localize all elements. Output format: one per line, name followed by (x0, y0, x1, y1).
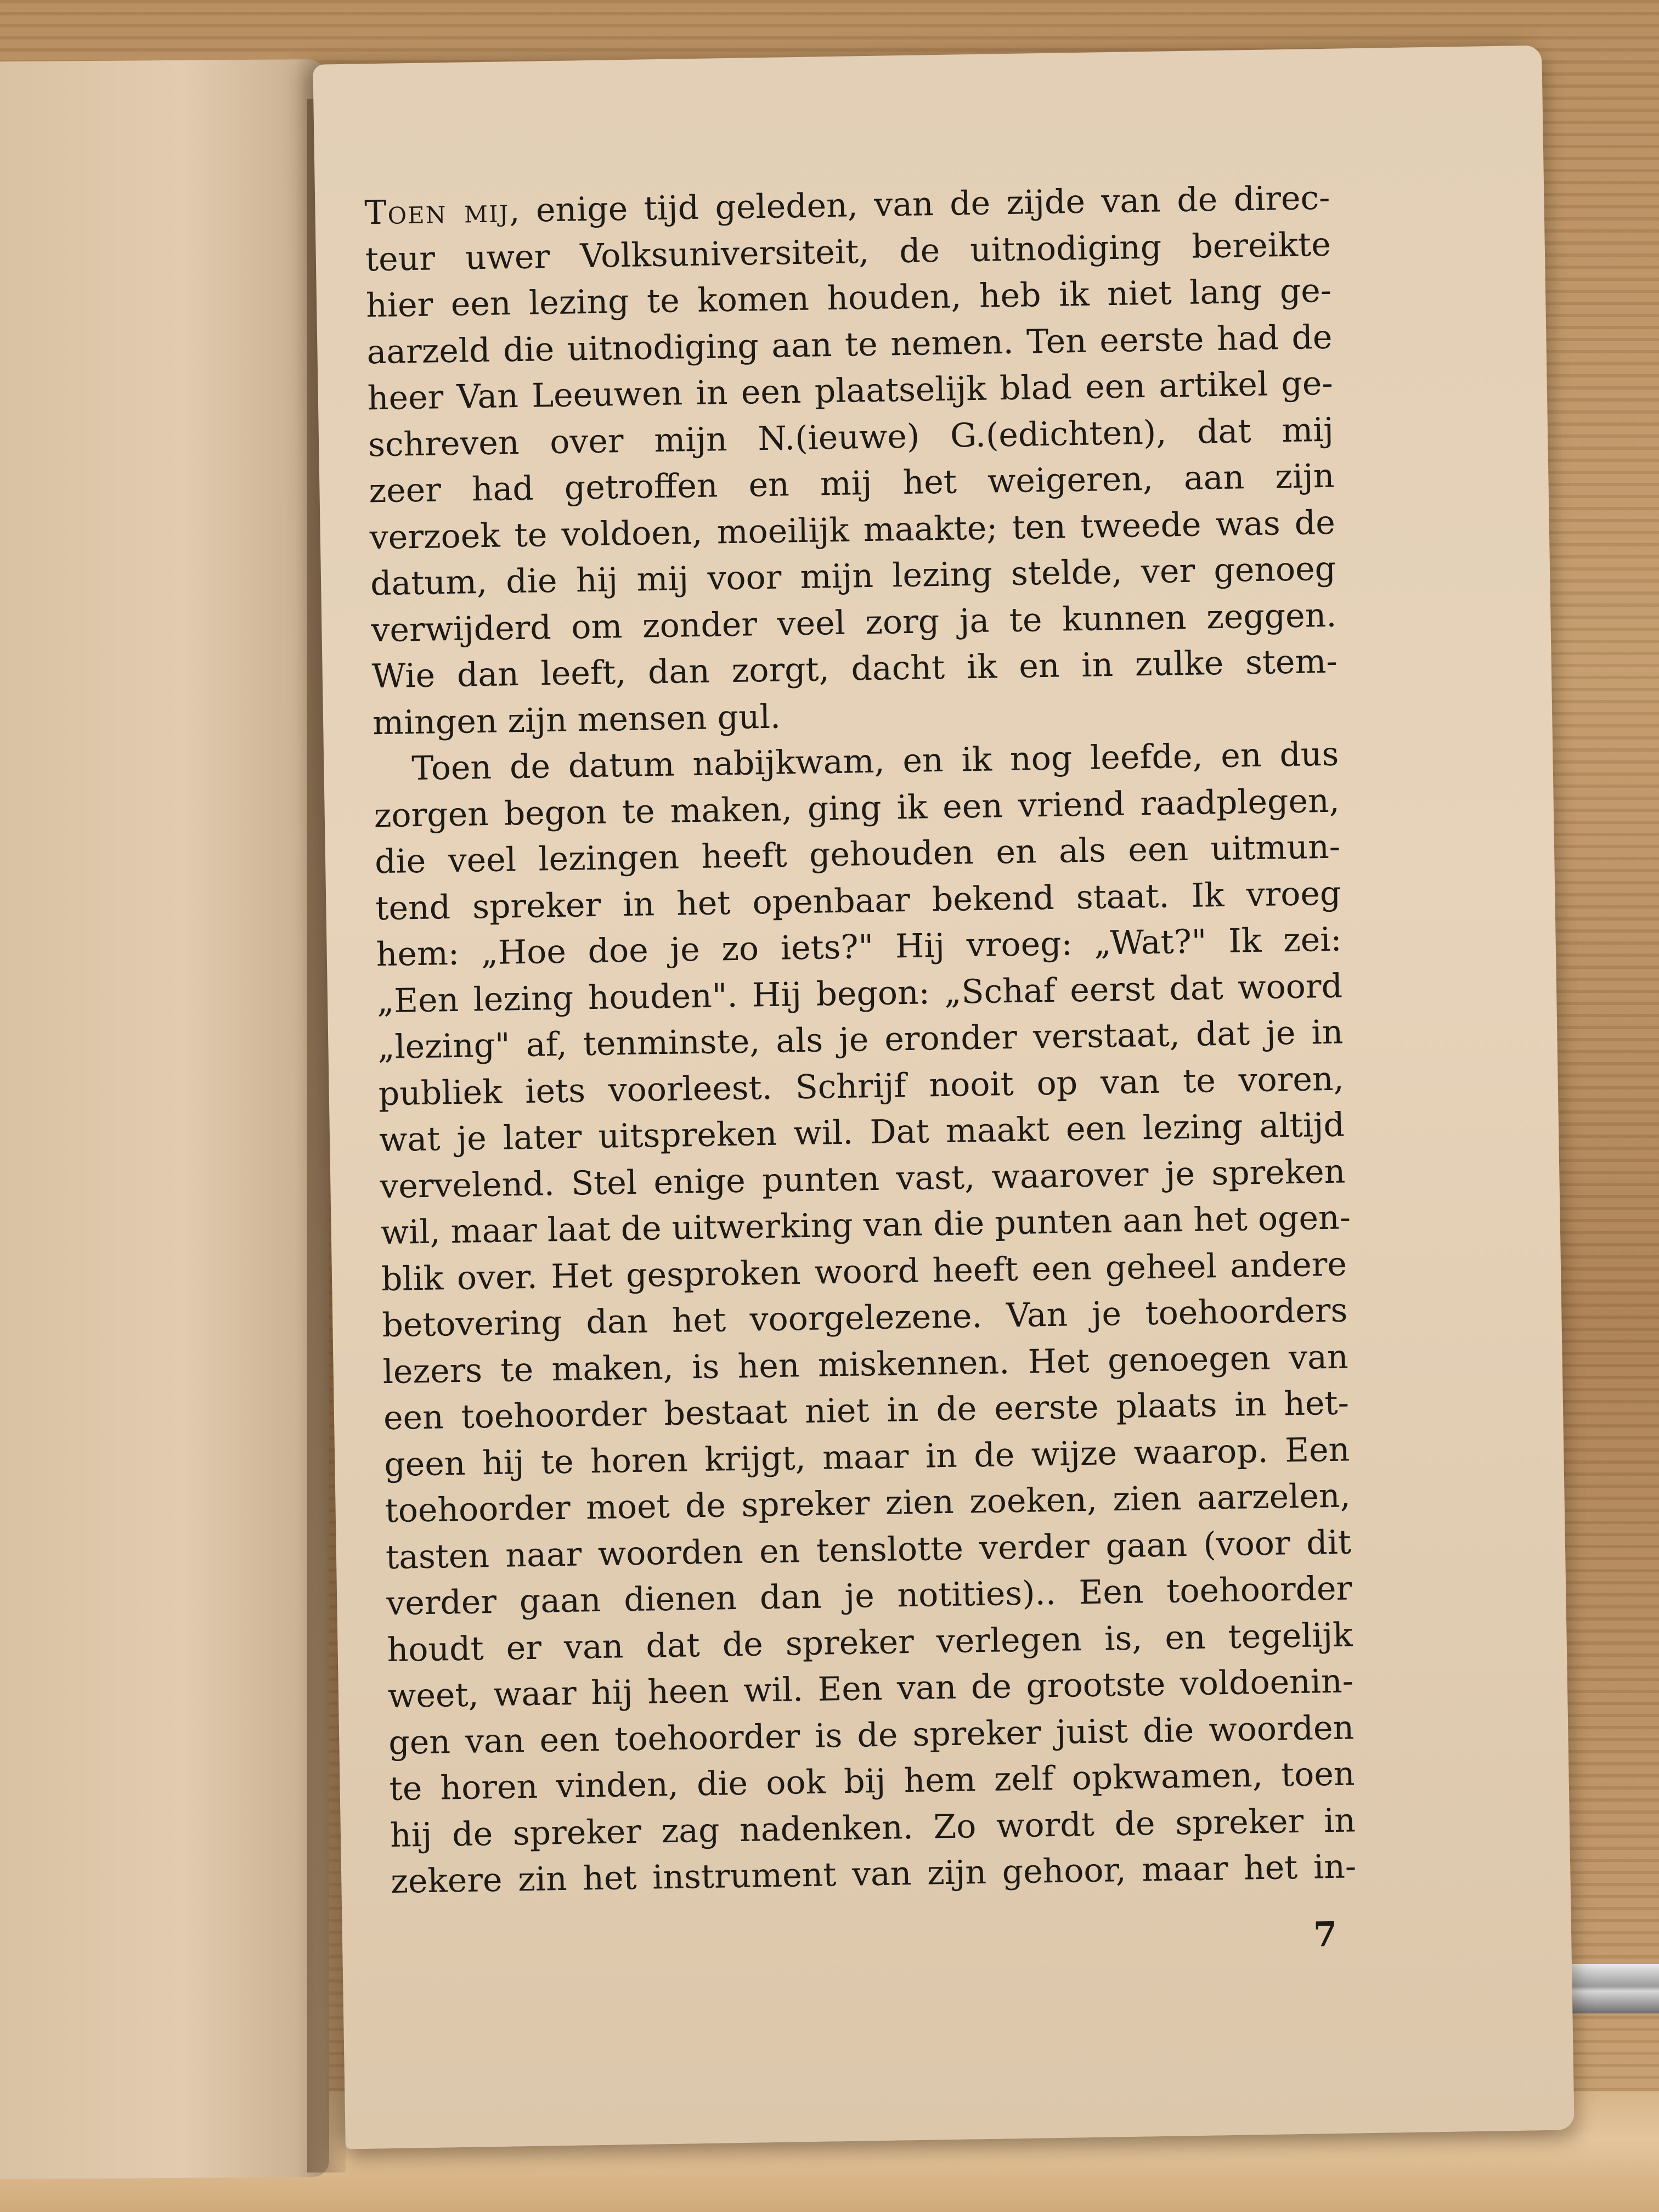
text-line-35: te horen vinden, die ook bij hem zelf opkwamen, toen (389, 1754, 1356, 1809)
text-line-18: „Een lezing houden". Hij begon: „Schaf eerst dat woord (376, 967, 1343, 1020)
text-line-19: „lezing" af, tenminste, als je eronder verstaat, dat je in (377, 1013, 1344, 1067)
text-line-3: hier een lezing te komen houden, heb ik niet lang ge- (365, 271, 1332, 325)
text-line-5: heer Van Leeuwen in een plaatselijk blad een artikel ge- (367, 364, 1334, 418)
text-line-4: aarzeld die uitnodiging aan te nemen. Ten eerste had de (366, 318, 1333, 371)
text-line-24: blik over. Het gesproken woord heeft een geheel andere (381, 1244, 1347, 1299)
text-line-22: vervelend. Stel enige punten vast, waarover je spreken (379, 1152, 1346, 1206)
text-line-37: zekere zin het instrument van zijn gehoor, maar het in- (390, 1847, 1357, 1901)
text-line-26: lezers te maken, is hen miskennen. Het genoegen van (382, 1337, 1349, 1391)
text-line-16: tend spreker in het openbaar bekend staat. Ik vroeg (375, 874, 1341, 928)
text-line-30: tasten naar woorden en tenslotte verder gaan (voor dit (385, 1522, 1352, 1577)
text-line-36: hij de spreker zag nadenken. Zo wordt de spreker in (390, 1801, 1356, 1855)
text-line-25: betovering dan het voorgelezene. Van je toehoorders (381, 1291, 1348, 1345)
page-number: 7 (1313, 1914, 1338, 1955)
text-line-34: gen van een toehoorder is de spreker juist die woorden (388, 1708, 1355, 1762)
text-line-20: publiek iets voorleest. Schrijf nooit op van te voren, (378, 1059, 1345, 1113)
text-line-28: geen hij te horen krijgt, maar in de wijze waarop. Een (383, 1430, 1350, 1484)
text-line-33: weet, waar hij heen wil. Een van de grootste voldoenin- (387, 1662, 1354, 1716)
text-line-11: Wie dan leeft, dan zorgt, dacht ik en in zulke stem- (371, 642, 1338, 696)
text-line-14: zorgen begon te maken, ging ik een vriend raadplegen, (374, 781, 1340, 835)
text-line-2: teur uwer Volksuniversiteit, de uitnodiging bereikte (365, 225, 1331, 279)
left-page (0, 59, 329, 2179)
text-line-27: een toehoorder bestaat niet in de eerste plaats in het- (383, 1384, 1350, 1438)
text-line-10: verwijderd om zonder veel zorg ja te kunnen zeggen. (370, 596, 1337, 650)
opening-smallcaps: Toen mij (364, 191, 510, 233)
text-line-1-rest: , enige tijd geleden, van de zijde van de direc- (509, 178, 1330, 230)
text-line-23: wil, maar laat de uitwerking van die punten aan het ogen- (380, 1198, 1351, 1252)
text-line-6: schreven over mijn N.(ieuwe) G.(edichten), dat mij (368, 410, 1334, 464)
right-page (313, 46, 1574, 2149)
text-line-17: hem: „Hoe doe je zo iets?" Hij vroeg: „Wat?" Ik zei: (376, 920, 1342, 974)
text-line-8: verzoek te voldoen, moeilijk maakte; ten tweede was de (369, 503, 1336, 557)
text-line-7: zeer had getroffen en mij het weigeren, aan zijn (368, 456, 1335, 511)
text-line-32: houdt er van dat de spreker verlegen is, en tegelijk (387, 1615, 1353, 1669)
text-line-12: mingen zijn mensen gul. (372, 697, 781, 742)
page-text (364, 175, 1357, 1905)
text-line-15: die veel lezingen heeft gehouden en als een uitmun- (374, 827, 1341, 882)
text-line-29: toehoorder moet de spreker zien zoeken, zien aarzelen, (385, 1476, 1351, 1531)
text-line-13: Toen de datum nabijkwam, en ik nog leefde, en dus (411, 735, 1339, 788)
text-line-9: datum, die hij mij voor mijn lezing stelde, ver genoeg (370, 549, 1336, 603)
text-line-21: wat je later uitspreken wil. Dat maakt een lezing altijd (379, 1105, 1345, 1160)
text-line-31: verder gaan dienen dan je notities).. Een toehoorder (386, 1569, 1352, 1623)
